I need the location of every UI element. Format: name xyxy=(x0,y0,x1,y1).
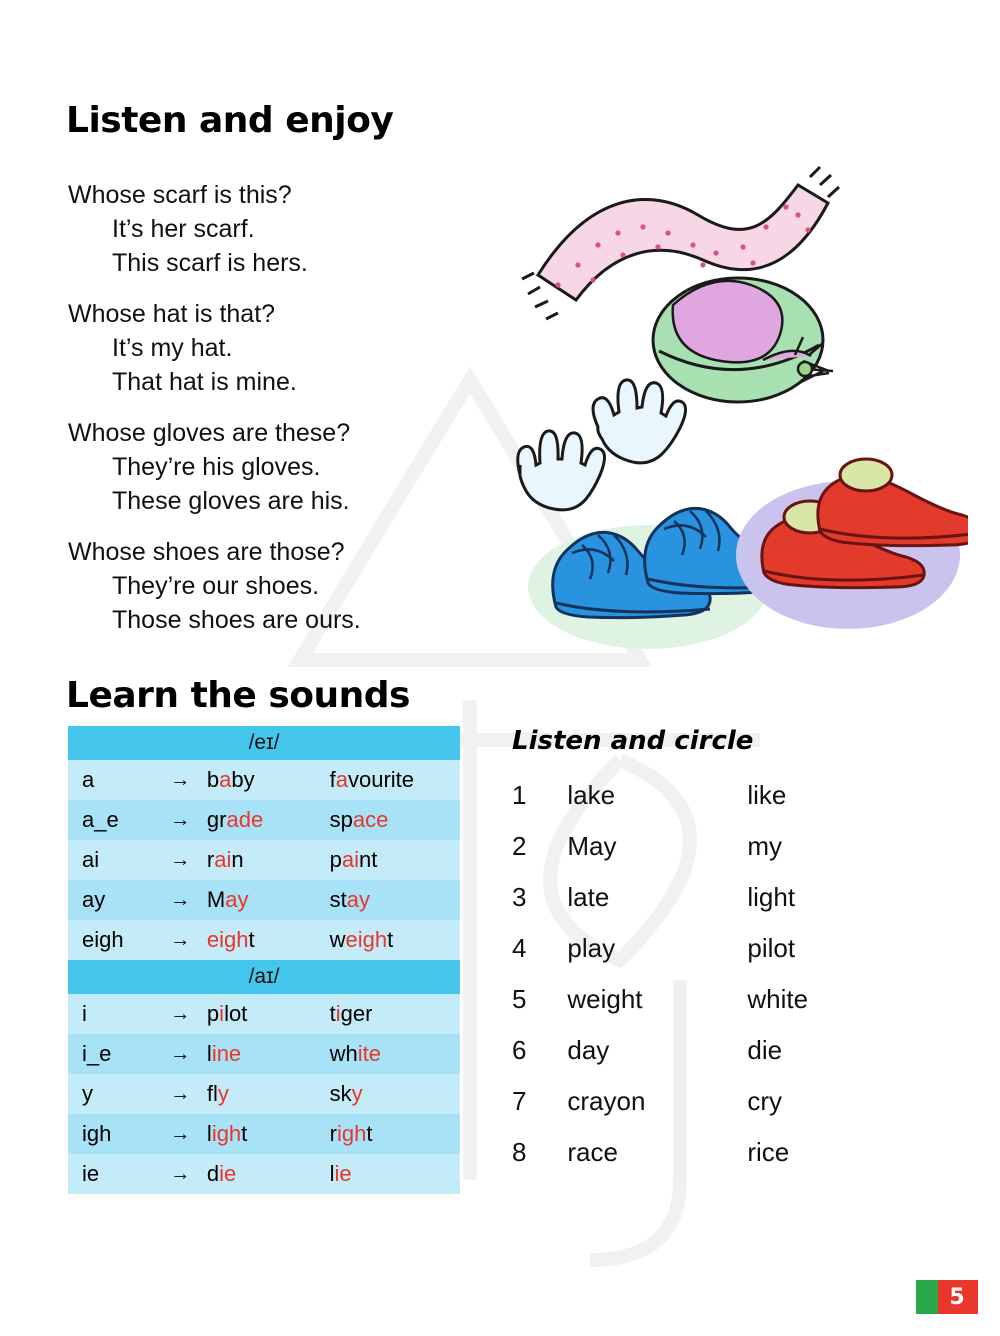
arrow-icon: → xyxy=(154,1074,207,1114)
page-title-learn-the-sounds: Learn the sounds xyxy=(66,675,410,716)
example-word-1: May xyxy=(207,880,330,920)
choice-word-2[interactable]: pilot xyxy=(747,933,796,963)
grapheme-key: a_e xyxy=(68,800,154,840)
verse-answer-line-1: They’re our shoes. xyxy=(112,572,320,600)
list-item xyxy=(512,1076,932,1127)
sounds-row xyxy=(68,994,460,1034)
sounds-row xyxy=(68,1034,460,1074)
item-number: 6 xyxy=(512,1035,527,1065)
sounds-row xyxy=(68,840,460,880)
sounds-row xyxy=(68,880,460,920)
example-word-1: rain xyxy=(207,840,330,880)
arrow-icon: → xyxy=(154,994,207,1034)
grapheme-key: eigh xyxy=(68,920,154,960)
example-word-2: sky xyxy=(330,1074,460,1114)
verse-question: Whose shoes are those? xyxy=(68,538,345,566)
grapheme-key: igh xyxy=(68,1114,154,1154)
gloves-illustration xyxy=(518,380,686,510)
choice-word-2[interactable]: my xyxy=(747,831,783,861)
hat-illustration xyxy=(653,278,833,402)
verse-question: Whose scarf is this? xyxy=(68,181,292,209)
grapheme-key: ie xyxy=(68,1154,154,1194)
choice-word-2[interactable]: cry xyxy=(747,1086,783,1116)
choice-word-1[interactable]: weight xyxy=(567,984,643,1014)
choice-word-1[interactable]: crayon xyxy=(567,1086,646,1116)
example-word-1: baby xyxy=(207,760,330,800)
arrow-icon: → xyxy=(154,1154,207,1194)
grapheme-key: y xyxy=(68,1074,154,1114)
item-number: 3 xyxy=(512,882,527,912)
listen-and-circle-list xyxy=(512,770,932,1178)
list-item xyxy=(512,872,932,923)
arrow-icon: → xyxy=(154,1114,207,1154)
example-word-1: pilot xyxy=(207,994,330,1034)
phoneme-label: /eɪ/ xyxy=(68,726,460,760)
choice-word-2[interactable]: light xyxy=(747,882,796,912)
arrow-icon: → xyxy=(154,760,207,800)
example-word-1: eight xyxy=(207,920,330,960)
example-word-1: line xyxy=(207,1034,330,1074)
grapheme-key: ay xyxy=(68,880,154,920)
choice-word-2[interactable]: white xyxy=(747,984,809,1014)
choice-word-1[interactable]: lake xyxy=(567,780,616,810)
choice-word-2[interactable]: like xyxy=(747,780,787,810)
verse-block xyxy=(68,416,350,518)
arrow-icon: → xyxy=(154,880,207,920)
verse-answer-line-2: That hat is mine. xyxy=(112,368,297,396)
sounds-row xyxy=(68,1114,460,1154)
arrow-icon: → xyxy=(154,920,207,960)
verse-answer-line-2: These gloves are his. xyxy=(112,487,350,515)
example-word-1: die xyxy=(207,1154,330,1194)
list-item xyxy=(512,821,932,872)
item-number: 1 xyxy=(512,780,527,810)
choice-word-1[interactable]: May xyxy=(567,831,617,861)
example-word-2: tiger xyxy=(330,994,460,1034)
sounds-row xyxy=(68,800,460,840)
arrow-icon: → xyxy=(154,1034,207,1074)
arrow-icon: → xyxy=(154,840,207,880)
example-word-2: space xyxy=(330,800,460,840)
item-number: 4 xyxy=(512,933,527,963)
choice-word-1[interactable]: play xyxy=(567,933,616,963)
verse-block xyxy=(68,297,297,399)
item-number: 8 xyxy=(512,1137,527,1167)
choice-word-2[interactable]: die xyxy=(747,1035,783,1065)
exercise-title-listen-and-circle: Listen and circle xyxy=(512,726,754,756)
phoneme-label: /aɪ/ xyxy=(68,960,460,994)
example-word-2: lie xyxy=(330,1154,460,1194)
verse-question: Whose gloves are these? xyxy=(68,419,351,447)
grapheme-key: a xyxy=(68,760,154,800)
verse-answer-line-2: This scarf is hers. xyxy=(112,249,308,277)
sounds-group-header xyxy=(68,726,460,760)
verse-answer-line-1: It’s her scarf. xyxy=(112,215,255,243)
item-number: 7 xyxy=(512,1086,527,1116)
verse-answer-line-1: They’re his gloves. xyxy=(112,453,321,481)
grapheme-key: i_e xyxy=(68,1034,154,1074)
verse-block xyxy=(68,178,308,280)
item-number: 5 xyxy=(512,984,527,1014)
choice-word-2[interactable]: rice xyxy=(747,1137,790,1167)
example-word-2: right xyxy=(330,1114,460,1154)
example-word-1: grade xyxy=(207,800,330,840)
page-number-badge: 5 xyxy=(936,1280,978,1314)
example-word-2: favourite xyxy=(330,760,460,800)
list-item xyxy=(512,923,932,974)
red-shoes-illustration xyxy=(736,459,968,629)
example-word-2: white xyxy=(330,1034,460,1074)
sounds-table xyxy=(68,726,460,1194)
verse-answer-line-1: It’s my hat. xyxy=(112,334,233,362)
list-item xyxy=(512,1025,932,1076)
example-word-1: fly xyxy=(207,1074,330,1114)
sounds-group-header xyxy=(68,960,460,994)
verse-question: Whose hat is that? xyxy=(68,300,276,328)
sounds-row xyxy=(68,760,460,800)
grapheme-key: i xyxy=(68,994,154,1034)
list-item xyxy=(512,770,932,821)
list-item xyxy=(512,974,932,1025)
verse-answer-line-2: Those shoes are ours. xyxy=(112,606,361,634)
arrow-icon: → xyxy=(154,800,207,840)
choice-word-1[interactable]: day xyxy=(567,1035,610,1065)
choice-word-1[interactable]: race xyxy=(567,1137,618,1167)
sounds-row xyxy=(68,920,460,960)
page-title-listen-and-enjoy: Listen and enjoy xyxy=(66,100,394,141)
grapheme-key: ai xyxy=(68,840,154,880)
example-word-2: stay xyxy=(330,880,460,920)
example-word-1: light xyxy=(207,1114,330,1154)
item-number: 2 xyxy=(512,831,527,861)
example-word-2: weight xyxy=(330,920,460,960)
choice-word-1[interactable]: late xyxy=(567,882,610,912)
list-item xyxy=(512,1127,932,1178)
clothing-illustrations xyxy=(498,155,968,665)
sounds-row xyxy=(68,1074,460,1114)
sounds-row xyxy=(68,1154,460,1194)
example-word-2: paint xyxy=(330,840,460,880)
verse-block xyxy=(68,535,361,637)
